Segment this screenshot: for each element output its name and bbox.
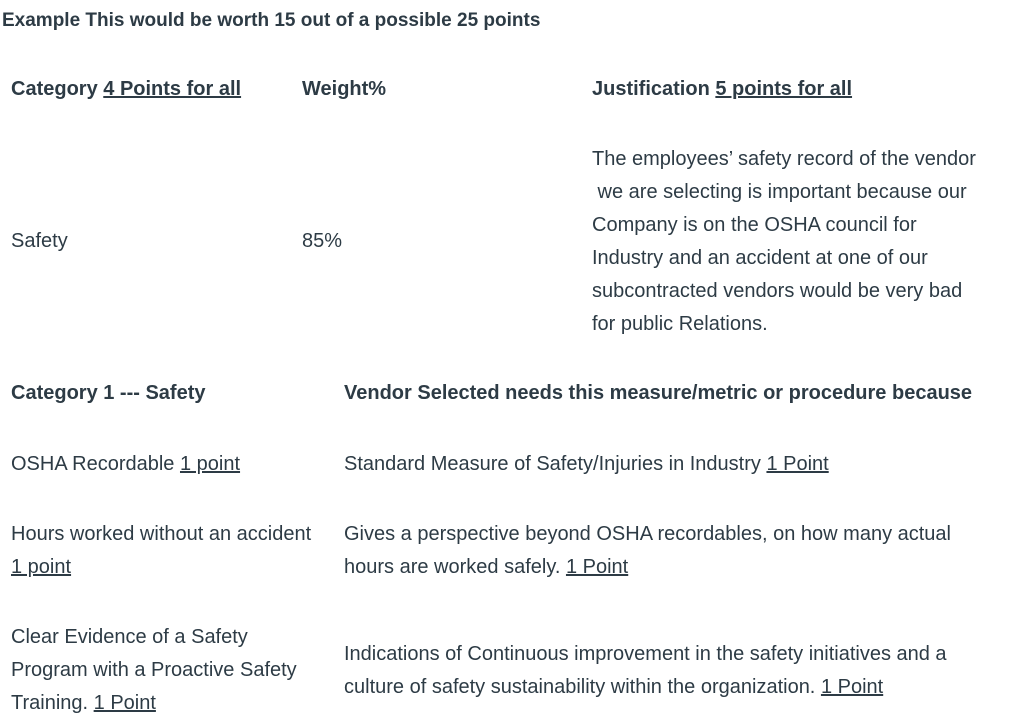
row-reason: Standard Measure of Safety/Injuries in Industry [344,453,767,475]
category-1-header: Category 1 --- Safety [11,382,206,404]
table-row-right [344,448,829,481]
justification-line: The employees’ safety record of the vendor [592,148,976,170]
weight-value: 85% [302,230,343,252]
category-value: Safety [11,230,68,252]
justification-line: for public Relations. [592,313,768,335]
category-header-label: Category [11,78,98,100]
row-label: Clear Evidence of a Safety [11,626,248,648]
justification-header-label: Justification [592,78,710,100]
justification-line: subcontracted vendors would be very bad [592,280,963,302]
justification-line: Industry and an accident at one of our [592,247,928,269]
table-row-left [11,518,341,584]
row-reason: Indications of Continuous improvement in the safety initiatives and a [344,643,947,665]
table-row-right [344,638,1014,704]
table-row-left [11,621,341,720]
row-points: 1 point [179,453,241,475]
category-header [11,73,241,106]
justification-header [592,73,852,106]
justification-line: Company is on the OSHA council for [592,214,917,236]
row-points: 1 Point [93,692,156,714]
table-row-left [11,448,240,481]
example-heading: Example This would be worth 15 out of a possible 25 points [2,10,541,31]
row-label: OSHA Recordable [11,453,180,475]
justification-text [592,143,1012,341]
vendor-header: Vendor Selected needs this measure/metric or procedure because [344,382,973,404]
category-points-note: 4 Points for all [103,78,242,100]
row-label: Training. [11,692,94,714]
row-reason: culture of safety sustainability within the organization. [344,676,821,698]
row-label: Program with a Proactive Safety [11,659,297,681]
row-points: 1 Point [565,556,629,578]
row-label: Hours worked without an accident [11,523,312,545]
row-points: 1 Point [820,676,884,698]
row-points: 1 point [11,556,72,578]
table-row-right [344,518,1014,584]
justification-points-note: 5 points for all [715,78,853,100]
justification-line: we are selecting is important because our [592,181,967,203]
row-reason: hours are worked safely. [344,556,566,578]
weight-header: Weight% [302,78,387,100]
row-points: 1 Point [766,453,829,475]
row-reason: Gives a perspective beyond OSHA recordables, on how many actual [344,523,951,545]
